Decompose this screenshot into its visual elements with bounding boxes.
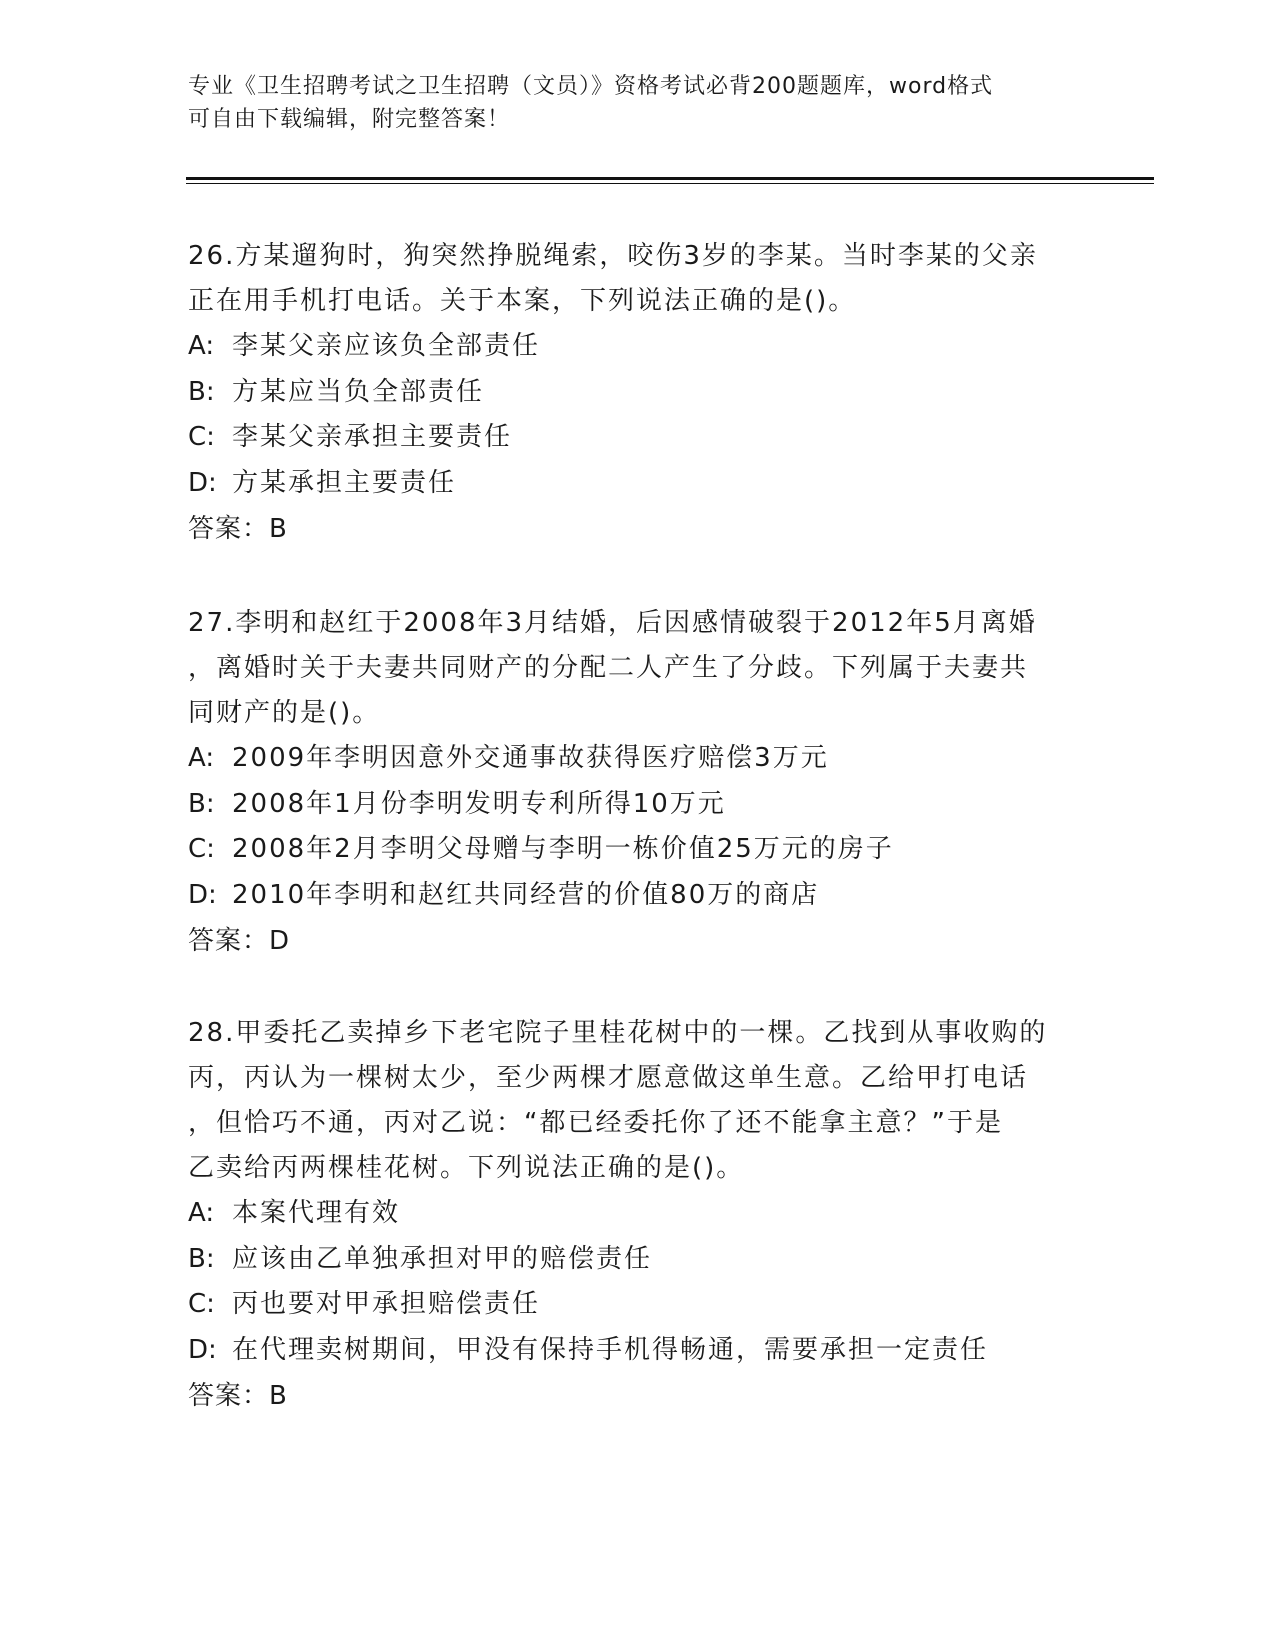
option-text: 本案代理有效: [232, 1198, 401, 1228]
option-text: 李某父亲承担主要责任: [232, 422, 513, 452]
header-divider-thin: [186, 183, 1154, 184]
option-text: 2010年李明和赵红共同经营的价值80万的商店: [232, 879, 820, 910]
option-a: [188, 324, 1088, 370]
question-26: [188, 234, 1088, 552]
option-key: B:: [188, 376, 215, 407]
option-b: [188, 370, 1088, 416]
option-text: 2009年李明因意外交通事故获得医疗赔偿3万元: [232, 743, 829, 773]
document-header: 专业《卫生招聘考试之卫生招聘（文员）》资格考试必背200题题库，word格式 可自由下载编辑，附完整答案！: [188, 74, 994, 132]
question-stem: 27.李明和赵红于2008年3月结婚，后因感情破裂于2012年5月离婚 ，离婚时关于夫妻共同财产的分配二人产生了分歧。下列属于夫妻共 同财产的是()。: [188, 608, 1037, 728]
option-key: A:: [188, 743, 215, 773]
option-b: [188, 1237, 1088, 1283]
option-text: 李某父亲应该负全部责任: [232, 331, 541, 361]
question-stem: 26.方某遛狗时，狗突然挣脱绳索，咬伤3岁的李某。当时李某的父亲 正在用手机打电话。关于本案，下列说法正确的是()。: [188, 241, 1038, 316]
option-d: [188, 461, 1088, 507]
option-b: [188, 782, 1088, 828]
option-text: 2008年1月份李明发明专利所得10万元: [232, 788, 726, 819]
header-divider-thick: [186, 177, 1154, 180]
option-key: C:: [188, 1289, 215, 1319]
answer-line: 答案：B: [188, 514, 288, 544]
option-d: [188, 873, 1088, 919]
option-key: D:: [188, 879, 217, 910]
question-28: [188, 1011, 1088, 1419]
answer-line: 答案：D: [188, 926, 291, 956]
option-key: A:: [188, 331, 215, 361]
option-a: [188, 736, 1088, 782]
question-stem: 28.甲委托乙卖掉乡下老宅院子里桂花树中的一棵。乙找到从事收购的 丙，丙认为一棵树太少，至少两棵才愿意做这单生意。乙给甲打电话 ，但恰巧不通，丙对乙说：“都已经委托你了还不能拿主意？”于是 乙卖给丙两棵桂花树。下列说法正确的是()。: [188, 1018, 1048, 1183]
option-key: B:: [188, 788, 215, 819]
answer-line: 答案：B: [188, 1381, 288, 1411]
option-text: 2008年2月李明父母赠与李明一栋价值25万元的房子: [232, 834, 894, 864]
option-key: C:: [188, 834, 215, 864]
option-text: 应该由乙单独承担对甲的赔偿责任: [232, 1243, 653, 1274]
option-key: D:: [188, 467, 217, 498]
option-key: A:: [188, 1198, 215, 1228]
option-text: 丙也要对甲承担赔偿责任: [232, 1289, 541, 1319]
option-key: B:: [188, 1243, 215, 1274]
option-text: 方某应当负全部责任: [232, 376, 485, 407]
option-text: 在代理卖树期间，甲没有保持手机得畅通，需要承担一定责任: [232, 1334, 989, 1365]
option-text: 方某承担主要责任: [232, 467, 457, 498]
option-c: [188, 415, 1088, 461]
option-c: [188, 1282, 1088, 1328]
option-key: D:: [188, 1334, 217, 1365]
option-a: [188, 1191, 1088, 1237]
option-d: [188, 1328, 1088, 1374]
option-key: C:: [188, 422, 215, 452]
option-c: [188, 827, 1088, 873]
question-27: [188, 601, 1088, 964]
